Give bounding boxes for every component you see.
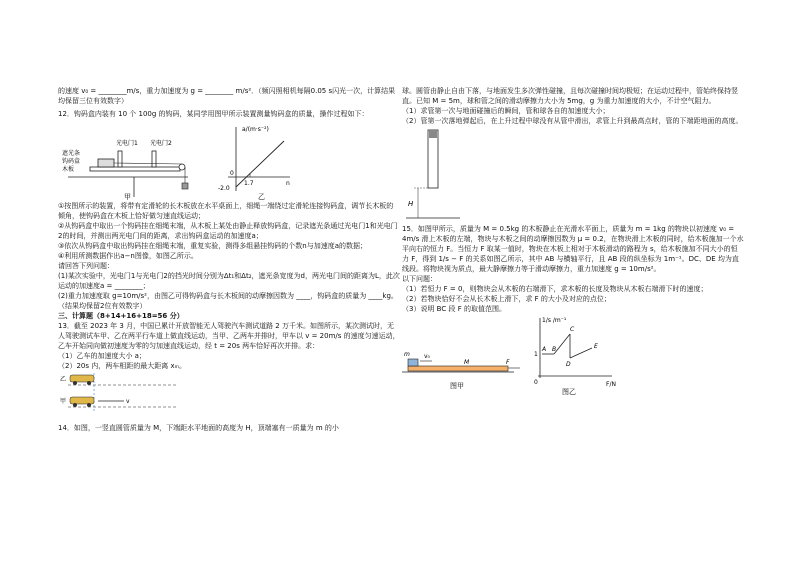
q12-apparatus-svg (58, 121, 400, 201)
q12-sub-2: (2)重力加速度取 g=10m/s²，由图乙可得钩码盒与长木板间的动摩擦因数为 ____，钩码盒的质量为 ____kg。（结果均保留2位有效数字） (58, 292, 398, 310)
label-C: C (570, 326, 575, 333)
caption-yi: 乙 (258, 193, 265, 201)
label-a-axis: a/(m·s⁻²) (242, 126, 269, 133)
q14-sub-1: （1）求管第一次与地面碰撞后的瞬间，管和球各自的加速度大小； (402, 107, 610, 115)
label-one: 1 (534, 351, 538, 358)
q14-figure (402, 126, 744, 224)
label-E: E (594, 343, 598, 350)
plank (408, 366, 508, 371)
q12-step-2: ②从钩码盒中取出一个钩码挂在细绳末端，从木板上某处由静止释放钩码盒，记录遮光条通过光电门1和光电门2的时间，并测出两光电门间的距离，求出钩码盒运动的加速度a； (58, 222, 398, 240)
q13-figure (58, 371, 400, 415)
gate-2 (152, 151, 156, 167)
q13-text: 13．截至 2023 年 3 月，中国已累计开放智能无人驾驶汽车测试道路 2 万千米。如图所示，某次测试时，无人驾驶测试车甲、乙在两平行车道上做直线运动，当甲、乙两车并排时，甲车以 v = 20m/s 的速度匀速运动，乙车开始同向做初速度为零的匀加速直线运动，经 t = 20s 两车恰好再次并排。求： (58, 322, 400, 350)
label-M: M (464, 359, 470, 366)
q12-step-3: ③依次从钩码盒中取出钩码挂在细绳末端，重复实验，测得多组悬挂钩码的个数n与加速度a的数据； (58, 242, 368, 250)
label-H: H (408, 200, 414, 208)
label-neg-tick: -2.0 (218, 185, 230, 192)
gate-1 (118, 151, 122, 167)
q13-sub-2: （2）20s 内，两车相距的最大距离 xₘ。 (58, 362, 186, 370)
q15-sub-1: （1）若恒力 F = 0，则物块会从木板的右端滑下，求木板的长度及物块从木板右端滑下时的速度； (402, 285, 708, 293)
q12-figure (58, 121, 400, 201)
caption-yi: 图乙 (562, 388, 576, 396)
q15-sub-intro: 以下问题： (402, 275, 437, 283)
label-n-tick: 1.7 (244, 180, 254, 187)
label-m: m (404, 351, 410, 358)
label-car-jia: 甲 (60, 398, 67, 405)
label-n-axis: n (286, 180, 290, 187)
q12-step-1: ①按图所示的装置，将带有定滑轮的长木板放在水平桌面上，细绳一端绕过定滑轮连接钩码盒，调节长木板的倾角，使钩码盒在木板上恰好做匀速直线运动； (58, 202, 394, 220)
q12-step-4: ④利用所测数据作出a−n图像，如图乙所示。 (58, 252, 198, 260)
label-D: D (566, 361, 571, 368)
q14-sub-2: （2）管第一次落地弹起后，在上升过程中球没有从管中滑出，求管上升到最高点时，管的下端距地面的高度。 (402, 117, 743, 125)
car-yi (70, 375, 94, 385)
q14-continued: 球。圆管由静止自由下落，与地面发生多次弹性碰撞，且每次碰撞时间均极短；在运动过程中，管始终保持竖直。已知 M = 5m，球和管之间的滑动摩擦力大小为 5mg，g 为重力加速度的大小，不计空气阻力。 (402, 87, 738, 105)
q12-head: 12．钩码盒内装有 10 个 100g 的钩码，某同学用图甲所示装置测量钩码盒的质量，操作过程如下： (58, 110, 369, 118)
q14-start: 14．如图，一竖直圆管质量为 M，下端距水平地面的高度为 H，顶端塞有一质量为 m 的小 (58, 424, 339, 432)
q15-svg (402, 314, 744, 396)
label-origin: 0 (230, 170, 234, 177)
q12-sub-1: (1)某次实验中，光电门1与光电门2的挡光时间分别为Δt₁和Δt₂，遮光条宽度为d，两光电门间的距离为L，此次运动的加速度a = ________； (58, 272, 400, 290)
caption-jia: 图甲 (450, 382, 464, 390)
ball (429, 130, 437, 138)
label-origin: 0 (534, 379, 538, 386)
pulley (179, 164, 185, 170)
label-A: A (542, 346, 547, 353)
q15-sub-2: （2）若物块恰好不会从长木板上滑下，求 F 的大小及对应的点位； (402, 295, 611, 303)
left-column (58, 86, 400, 433)
q13-cars-svg (58, 371, 400, 415)
label-B: B (552, 346, 557, 353)
q15-text: 15．如图甲所示，质量为 M = 0.5kg 的木板静止在光滑水平面上，质量为 m = 1kg 的物块以初速度 v₀ = 4m/s 滑上木板的左端，物块与木板之间的动摩擦因数为 μ = 0.2，在物块滑上木板的同时，给木板施加一个水平向右的恒力 F。当恒力 F 取某一值时，物块在木板上相对于木板滑动的路程为 s，给木板施加不同大小的恒力 F，得到 1/s − F 的关系如图乙所示，其中 AB 与横轴平行，且 AB 段的纵坐标为 1m⁻¹。DC、DE 均为直线段。将物块视为质点，最大静摩擦力等于滑动摩擦力，重力加速度 g = 10m/s²。 (402, 225, 744, 273)
label-shade: 遮光条 (62, 150, 81, 157)
block (408, 359, 418, 366)
label-F: F (506, 359, 510, 366)
label-y-axis: 1/s /m⁻¹ (542, 317, 567, 324)
label-v0: v₀ (424, 353, 430, 360)
label-x-axis: F/N (606, 381, 616, 388)
q13-sub-1: （1）乙车的加速度大小 a； (58, 352, 146, 360)
label-gate2: 光电门2 (150, 140, 172, 147)
q15-sub-3: （3）说明 BC 段 F 的取值范围。 (402, 305, 506, 313)
label-gate1: 光电门1 (116, 140, 138, 147)
q11-tail: 的速度 v₀ = ________m/s，重力加速度为 g = ________ m/s²．（频闪照相机每隔0.05 s闪光一次，计算结果均保留三位有效数字） (58, 87, 396, 105)
tube (428, 130, 438, 188)
caption-jia: 甲 (124, 193, 131, 201)
q12-questions-intro: 请回答下列问题： (58, 262, 114, 270)
right-column (402, 86, 744, 396)
q15-figure (402, 314, 744, 396)
hanging-weight (182, 183, 188, 189)
segment-DE (570, 348, 592, 358)
q14-tube-svg (402, 126, 744, 224)
box-on-board (98, 159, 114, 167)
board (90, 167, 180, 171)
label-v: v (126, 398, 130, 405)
section-title: 三、计算题（8+14+16+18=56 分） (58, 312, 184, 320)
car-jia (70, 397, 94, 407)
segment-BC (554, 334, 570, 354)
label-car-yi: 乙 (60, 376, 67, 383)
label-board: 木板 (62, 166, 75, 173)
string (114, 163, 182, 164)
label-box: 钩码盒 (62, 158, 81, 165)
